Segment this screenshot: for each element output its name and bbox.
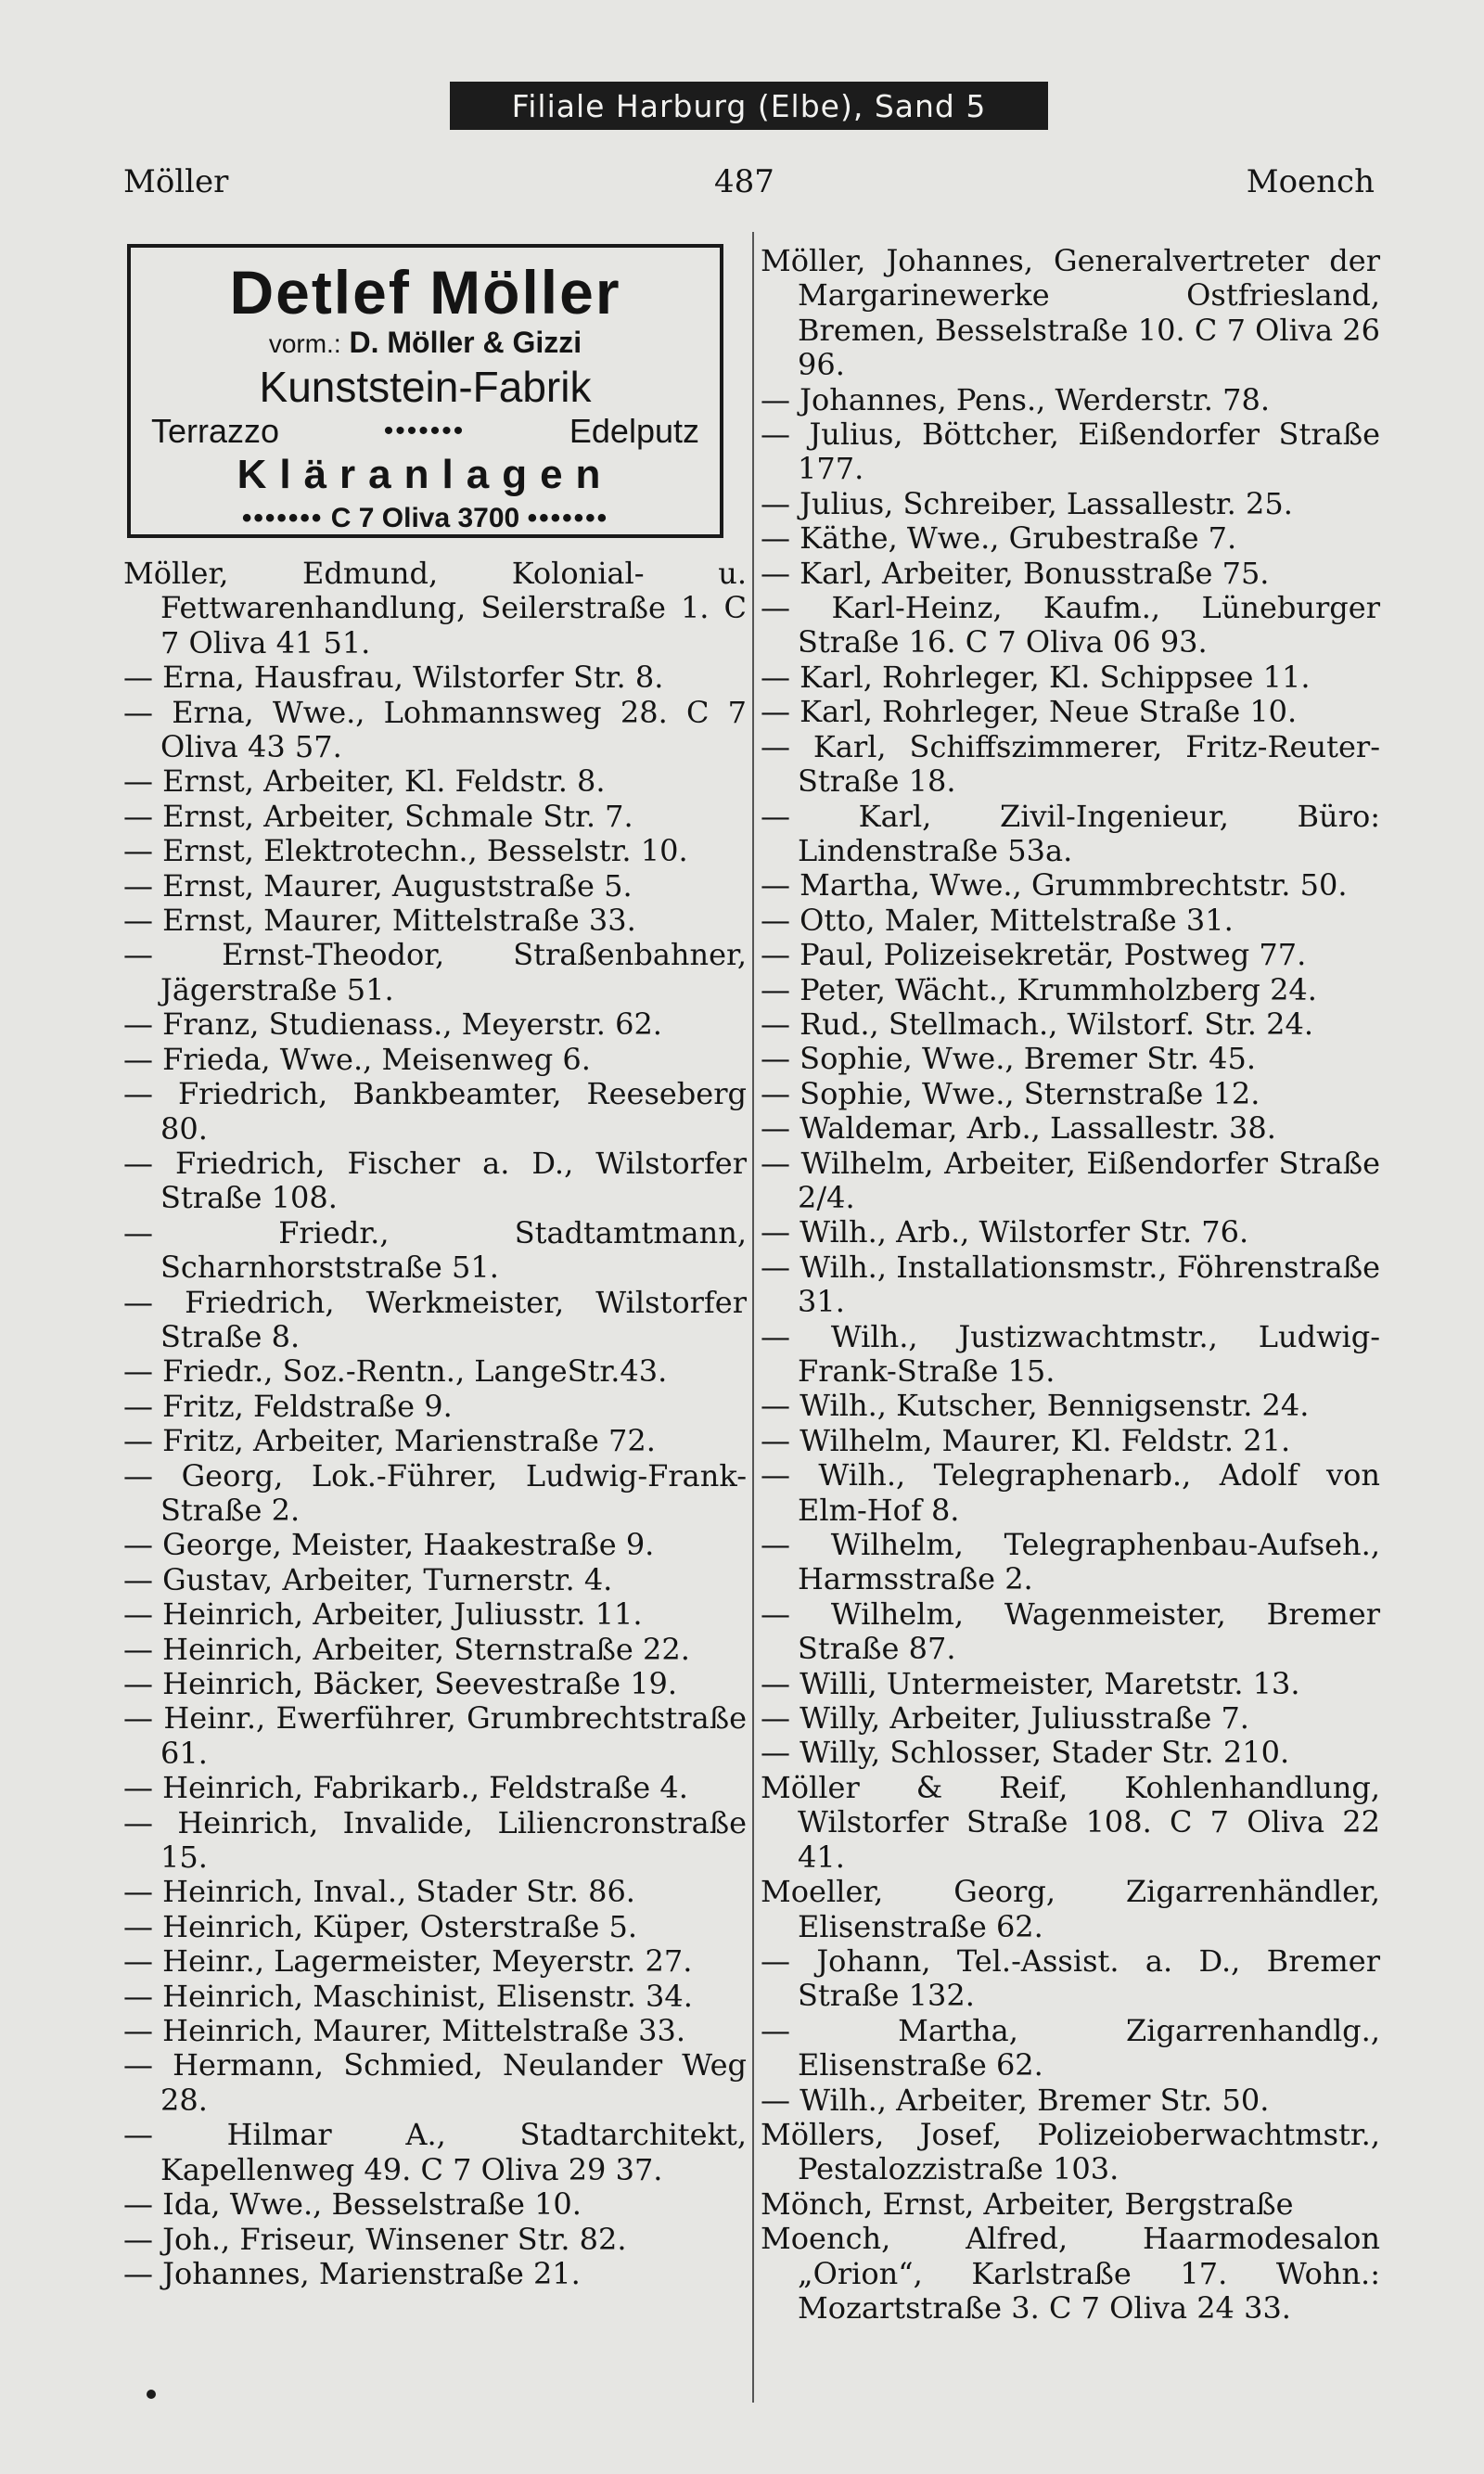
directory-entry: — Johannes, Pens., Werderstr. 78. bbox=[761, 381, 1270, 417]
directory-entry: — Georg, Lok.-Führer, Ludwig-Frank-Straße 2. bbox=[123, 1457, 747, 1528]
directory-entry: — Wilh., Justizwachtmstr., Ludwig-Frank-Straße 15. bbox=[761, 1318, 1380, 1389]
directory-entry: — Heinrich, Maurer, Mittelstraße 33. bbox=[123, 2013, 685, 2049]
directory-entry: — Sophie, Wwe., Bremer Str. 45. bbox=[761, 1041, 1256, 1077]
ad-company-name: Detlef Möller bbox=[229, 258, 621, 327]
directory-entry: Moeller, Georg, Zigarrenhändler, Elisenstraße 62. bbox=[761, 1874, 1380, 1944]
directory-entry: — Fritz, Feldstraße 9. bbox=[123, 1388, 453, 1424]
directory-entry: Möller, Johannes, Generalvertreter der Margarinewerke Ostfriesland, Bremen, Besselstraße 10. C 7 Oliva 26 96. bbox=[761, 243, 1380, 383]
ad-product-edelputz: Edelputz bbox=[569, 412, 699, 450]
directory-entry: — Erna, Hausfrau, Wilstorfer Str. 8. bbox=[123, 660, 664, 696]
directory-entry: — Heinrich, Fabrikarb., Feldstraße 4. bbox=[123, 1770, 688, 1806]
ad-dot-leader-left: ••••••• bbox=[241, 503, 324, 533]
directory-entry: — Wilh., Installationsmstr., Föhrenstraße 31. bbox=[761, 1249, 1380, 1320]
directory-entry: Möller & Reif, Kohlenhandlung, Wilstorfer Straße 108. C 7 Oliva 22 41. bbox=[761, 1769, 1380, 1875]
directory-entry: — Wilhelm, Maurer, Kl. Feldstr. 21. bbox=[761, 1422, 1291, 1458]
directory-entry: — Otto, Maler, Mittelstraße 31. bbox=[761, 902, 1234, 938]
print-speck bbox=[147, 2390, 156, 2399]
ad-phone-row bbox=[131, 498, 720, 539]
directory-entry: — Willi, Untermeister, Maretstr. 13. bbox=[761, 1665, 1300, 1701]
directory-entry: — Hilmar A., Stadtarchitekt, Kapellenweg 49. C 7 Oliva 29 37. bbox=[123, 2117, 747, 2187]
ad-previous-name bbox=[131, 324, 720, 363]
advertisement-box bbox=[127, 244, 723, 538]
directory-entry: — Hermann, Schmied, Neulander Weg 28. bbox=[123, 2047, 747, 2118]
directory-entry: — Heinrich, Inval., Stader Str. 86. bbox=[123, 1874, 635, 1910]
ad-previous-firm: D. Möller & Gizzi bbox=[349, 326, 582, 359]
directory-entry: — Sophie, Wwe., Sternstraße 12. bbox=[761, 1075, 1260, 1111]
directory-entry: — Wilhelm, Wagenmeister, Bremer Straße 87. bbox=[761, 1596, 1380, 1667]
ad-phone-number: C 7 Oliva 3700 bbox=[330, 503, 520, 533]
page-number: 487 bbox=[714, 163, 774, 200]
directory-entry: — George, Meister, Haakestraße 9. bbox=[123, 1527, 655, 1563]
directory-entry: — Friedrich, Bankbeamter, Reeseberg 80. bbox=[123, 1076, 747, 1147]
directory-entry: — Waldemar, Arb., Lassallestr. 38. bbox=[761, 1110, 1276, 1147]
directory-entry: — Friedr., Stadtamtmann, Scharnhorststraße 51. bbox=[123, 1214, 747, 1286]
directory-entry: — Heinrich, Küper, Osterstraße 5. bbox=[123, 1908, 638, 1944]
directory-entry: — Heinrich, Maschinist, Elisenstr. 34. bbox=[123, 1978, 693, 2014]
directory-entry: — Paul, Polizeisekretär, Postweg 77. bbox=[761, 937, 1307, 973]
directory-entry: — Wilh., Kutscher, Bennigsenstr. 24. bbox=[761, 1388, 1310, 1424]
ad-dot-leader: ••••••• bbox=[383, 416, 466, 446]
directory-entry: — Joh., Friseur, Winsener Str. 82. bbox=[123, 2221, 627, 2257]
directory-entry: — Ernst, Elektrotechn., Besselstr. 10. bbox=[123, 833, 688, 869]
directory-entry: — Heinrich, Arbeiter, Sternstraße 22. bbox=[123, 1631, 690, 1667]
directory-entry: — Wilh., Arb., Wilstorfer Str. 76. bbox=[761, 1214, 1249, 1250]
directory-entry: — Ernst-Theodor, Straßenbahner, Jägerstraße 51. bbox=[123, 937, 747, 1007]
directory-entry: — Willy, Arbeiter, Juliusstraße 7. bbox=[761, 1700, 1249, 1737]
directory-entry: — Heinrich, Bäcker, Seevestraße 19. bbox=[123, 1666, 678, 1701]
directory-entry: — Karl, Arbeiter, Bonusstraße 75. bbox=[761, 555, 1270, 591]
ad-previous-prefix: vorm.: bbox=[268, 329, 341, 358]
directory-entry: — Willy, Schlosser, Stader Str. 210. bbox=[761, 1735, 1290, 1771]
running-head-first-name: Möller bbox=[123, 163, 229, 200]
ad-products-row bbox=[131, 411, 720, 452]
directory-entry: — Fritz, Arbeiter, Marienstraße 72. bbox=[123, 1423, 656, 1459]
directory-entry: — Heinr., Ewerführer, Grumbrechtstraße 61. bbox=[123, 1700, 747, 1771]
directory-entry: Moench, Alfred, Haarmodesalon „Orion“, Karlstraße 17. Wohn.: Mozartstraße 3. C 7 Oliva 24 33. bbox=[761, 2221, 1380, 2326]
directory-entry: — Wilhelm, Telegraphenbau-Aufseh., Harmsstraße 2. bbox=[761, 1527, 1380, 1597]
directory-entry: — Martha, Zigarrenhandlg., Elisenstraße 62. bbox=[761, 2012, 1380, 2083]
directory-entry: — Johann, Tel.-Assist. a. D., Bremer Straße 132. bbox=[761, 1942, 1380, 2014]
directory-entry: Möller, Edmund, Kolonial- u. Fettwarenhandlung, Seilerstraße 1. C 7 Oliva 41 51. bbox=[123, 556, 747, 660]
directory-entry: — Franz, Studienass., Meyerstr. 62. bbox=[123, 1006, 662, 1043]
directory-entry: — Peter, Wächt., Krummholzberg 24. bbox=[761, 971, 1317, 1007]
directory-entry: — Ernst, Arbeiter, Kl. Feldstr. 8. bbox=[123, 763, 606, 800]
directory-entry: — Heinrich, Arbeiter, Juliusstr. 11. bbox=[123, 1596, 643, 1633]
directory-entry: — Julius, Böttcher, Eißendorfer Straße 177. bbox=[761, 417, 1380, 487]
directory-entry: — Johannes, Marienstraße 21. bbox=[123, 2255, 581, 2291]
directory-entry: — Wilh., Telegraphenarb., Adolf von Elm-Hof 8. bbox=[761, 1457, 1380, 1528]
directory-entry: — Karl, Zivil-Ingenieur, Büro: Lindenstraße 53a. bbox=[761, 798, 1380, 868]
column-divider bbox=[752, 232, 754, 2403]
ad-product-klaeranlagen: Kläranlagen bbox=[237, 452, 614, 497]
directory-entry: — Frieda, Wwe., Meisenweg 6. bbox=[123, 1041, 591, 1077]
right-column-entries bbox=[761, 244, 1380, 2326]
directory-entry: — Friedr., Soz.-Rentn., LangeStr.43. bbox=[123, 1353, 668, 1390]
directory-entry: — Rud., Stellmach., Wilstorf. Str. 24. bbox=[761, 1006, 1314, 1042]
directory-entry: — Friedrich, Fischer a. D., Wilstorfer Straße 108. bbox=[123, 1145, 747, 1216]
directory-entry: — Karl-Heinz, Kaufm., Lüneburger Straße 16. C 7 Oliva 06 93. bbox=[761, 590, 1380, 660]
directory-entry: — Ernst, Arbeiter, Schmale Str. 7. bbox=[123, 798, 633, 834]
ad-business-type: Kunststein-Fabrik bbox=[259, 363, 592, 411]
directory-entry: — Ida, Wwe., Besselstraße 10. bbox=[123, 2186, 582, 2223]
branch-banner: Filiale Harburg (Elbe), Sand 5 bbox=[450, 82, 1048, 130]
directory-entry: — Gustav, Arbeiter, Turnerstr. 4. bbox=[123, 1561, 613, 1597]
directory-entry: — Karl, Schiffszimmerer, Fritz-Reuter-Straße 18. bbox=[761, 728, 1380, 800]
directory-entry: — Friedrich, Werkmeister, Wilstorfer Straße 8. bbox=[123, 1284, 747, 1354]
running-head-last-name: Moench bbox=[1246, 163, 1375, 200]
directory-entry: — Ernst, Maurer, Mittelstraße 33. bbox=[123, 903, 636, 939]
directory-entry: Möllers, Josef, Polizeioberwachtmstr., Pestalozzistraße 103. bbox=[761, 2116, 1380, 2187]
directory-entry: — Erna, Wwe., Lohmannsweg 28. C 7 Oliva 43 57. bbox=[123, 694, 747, 765]
directory-entry: — Heinr., Lagermeister, Meyerstr. 27. bbox=[123, 1943, 693, 1980]
directory-entry: — Karl, Rohrleger, Neue Straße 10. bbox=[761, 694, 1298, 730]
directory-entry: — Julius, Schreiber, Lassallestr. 25. bbox=[761, 485, 1293, 521]
directory-entry: — Martha, Wwe., Grummbrechtstr. 50. bbox=[761, 867, 1348, 904]
left-column-entries bbox=[123, 557, 747, 2291]
ad-dot-leader-right: ••••••• bbox=[527, 503, 609, 533]
directory-entry: — Wilhelm, Arbeiter, Eißendorfer Straße 2/4. bbox=[761, 1145, 1380, 1215]
directory-entry: — Karl, Rohrleger, Kl. Schippsee 11. bbox=[761, 659, 1311, 695]
directory-entry: — Wilh., Arbeiter, Bremer Str. 50. bbox=[761, 2082, 1270, 2118]
directory-entry: — Käthe, Wwe., Grubestraße 7. bbox=[761, 520, 1237, 557]
directory-entry: Mönch, Ernst, Arbeiter, Bergstraße bbox=[761, 2186, 1294, 2222]
directory-entry: — Ernst, Maurer, Auguststraße 5. bbox=[123, 867, 633, 904]
directory-entry: — Heinrich, Invalide, Liliencronstraße 15. bbox=[123, 1804, 747, 1876]
ad-product-terrazzo: Terrazzo bbox=[151, 412, 280, 450]
